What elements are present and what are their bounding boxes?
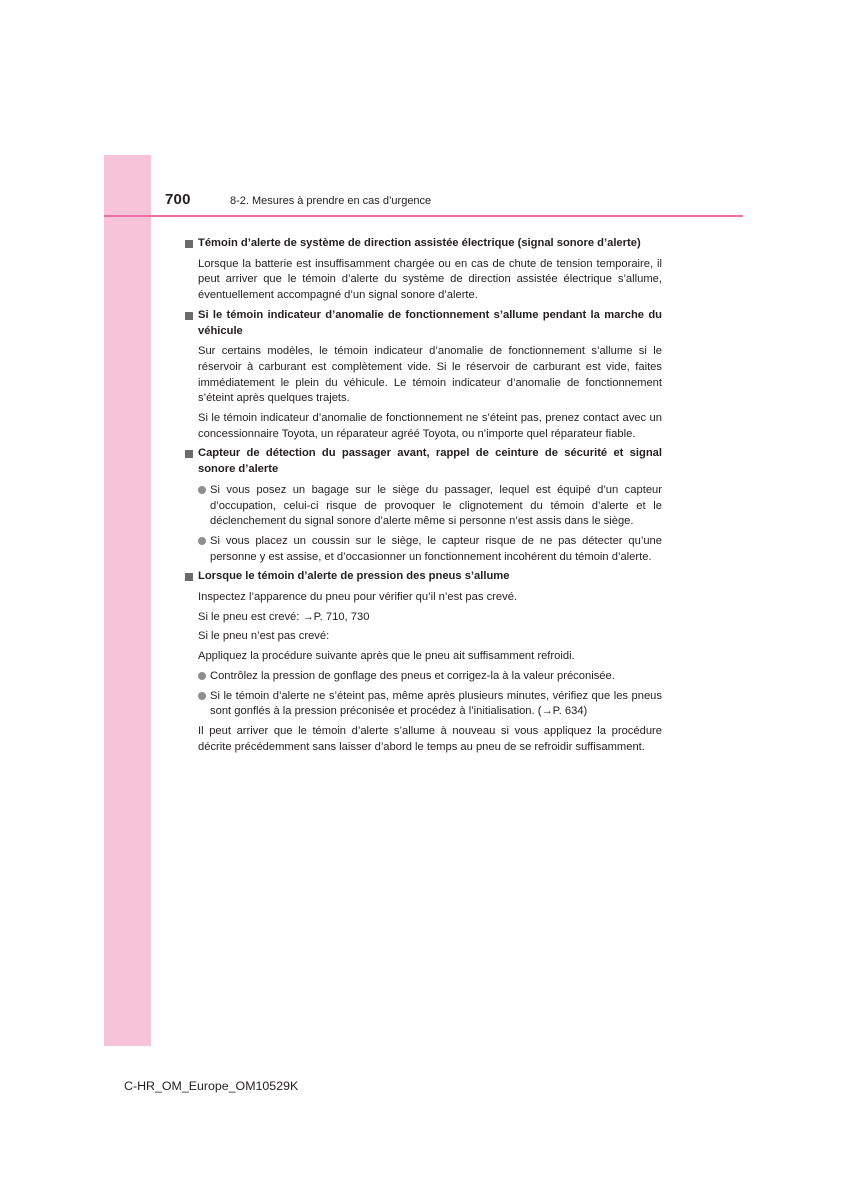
paragraph: Lorsque la batterie est insuffisamment chargée ou en cas de chute de tension temporaire, il peut arriver que le témoin d’alerte du système de direction assistée électrique s’allume, éventuellement accompagné d’un signal sonore d’alerte. xyxy=(198,257,662,302)
paragraph: Si le témoin indicateur d’anomalie de fonctionnement ne s’éteint pas, prenez contact avec un concessionnaire Toyota, un réparateur agréé Toyota, ou n’importe quel réparateur fiable. xyxy=(198,412,662,440)
section-heading xyxy=(185,446,662,477)
square-bullet-icon xyxy=(185,450,193,458)
list-item xyxy=(198,534,662,565)
page-content xyxy=(185,236,662,759)
round-bullet-icon xyxy=(198,692,206,700)
heading-text: Capteur de détection du passager avant, rappel de ceinture de sécurité et signal sonore d’alerte xyxy=(198,447,662,476)
document-code: C-HR_OM_Europe_OM10529K xyxy=(124,1079,299,1093)
square-bullet-icon xyxy=(185,240,193,248)
round-bullet-icon xyxy=(198,537,206,545)
section-heading xyxy=(185,569,662,585)
list-item xyxy=(198,689,662,720)
section-heading xyxy=(185,236,662,252)
section-heading xyxy=(185,308,662,339)
list-item-text: Si vous placez un coussin sur le siège, le capteur risque de ne pas détecter qu’une personne y est assise, et d’occasionner un fonctionnement incohérent du témoin d’alerte. xyxy=(210,534,662,563)
list-item xyxy=(198,483,662,530)
round-bullet-icon xyxy=(198,486,206,494)
list-item xyxy=(198,669,662,685)
section-power-steering-warning xyxy=(185,236,662,304)
paragraph-closing: Il peut arriver que le témoin d’alerte s’allume à nouveau si vous appliquez la procédure décrite précédemment sans laisser d’abord le temps au pneu de se refroidir suffisamment. xyxy=(198,724,662,753)
section-malfunction-indicator xyxy=(185,308,662,443)
round-bullet-icon xyxy=(198,672,206,680)
section-title: 8-2. Mesures à prendre en cas d’urgence xyxy=(230,195,432,207)
square-bullet-icon xyxy=(185,312,193,320)
heading-text: Lorsque le témoin d’alerte de pression des pneus s’allume xyxy=(198,570,510,583)
square-bullet-icon xyxy=(185,573,193,581)
header-rule xyxy=(104,215,743,217)
page-number: 700 xyxy=(165,191,191,208)
heading-text: Si le témoin indicateur d’anomalie de fonctionnement s’allume pendant la marche du véhicule xyxy=(198,308,662,337)
section-passenger-sensor xyxy=(185,446,662,565)
list-item-text: Contrôlez la pression de gonflage des pneus et corrigez-la à la valeur préconisée. xyxy=(210,669,615,682)
chapter-side-band xyxy=(104,155,151,1046)
paragraph: Appliquez la procédure suivante après que le pneu ait suffisamment refroidi. xyxy=(198,650,575,663)
section-tire-pressure-warning xyxy=(185,569,662,755)
paragraph: Sur certains modèles, le témoin indicateur d’anomalie de fonctionnement s’allume si le réservoir à carburant est complètement vide. Si le réservoir de carburant est vide, faites immédiatement le plein du véhicule. Le témoin indicateur d’anomalie de fonctionnement s’éteint après quelques trajets. xyxy=(198,345,662,405)
paragraph: Inspectez l’apparence du pneu pour vérifier qu’il n’est pas crevé. xyxy=(198,591,518,604)
paragraph-reference: Si le pneu est crevé: →P. 710, 730 xyxy=(198,610,370,623)
paragraph: Si le pneu n’est pas crevé: xyxy=(198,630,330,643)
heading-text: Témoin d’alerte de système de direction assistée électrique (signal sonore d’alerte) xyxy=(198,237,641,249)
list-item-text: Si le témoin d’alerte ne s’éteint pas, même après plusieurs minutes, vérifiez que les pneus sont gonflés à la pression préconisée et procédez à l’initialisation. (→P. 634) xyxy=(210,689,662,718)
list-item-text: Si vous posez un bagage sur le siège du passager, lequel est équipé d’un capteur d’occupation, celui-ci risque de provoquer le clignotement du témoin d’alerte et le déclenchement du signal sonore d’alerte même si personne n’est assis dans le siège. xyxy=(210,483,662,528)
